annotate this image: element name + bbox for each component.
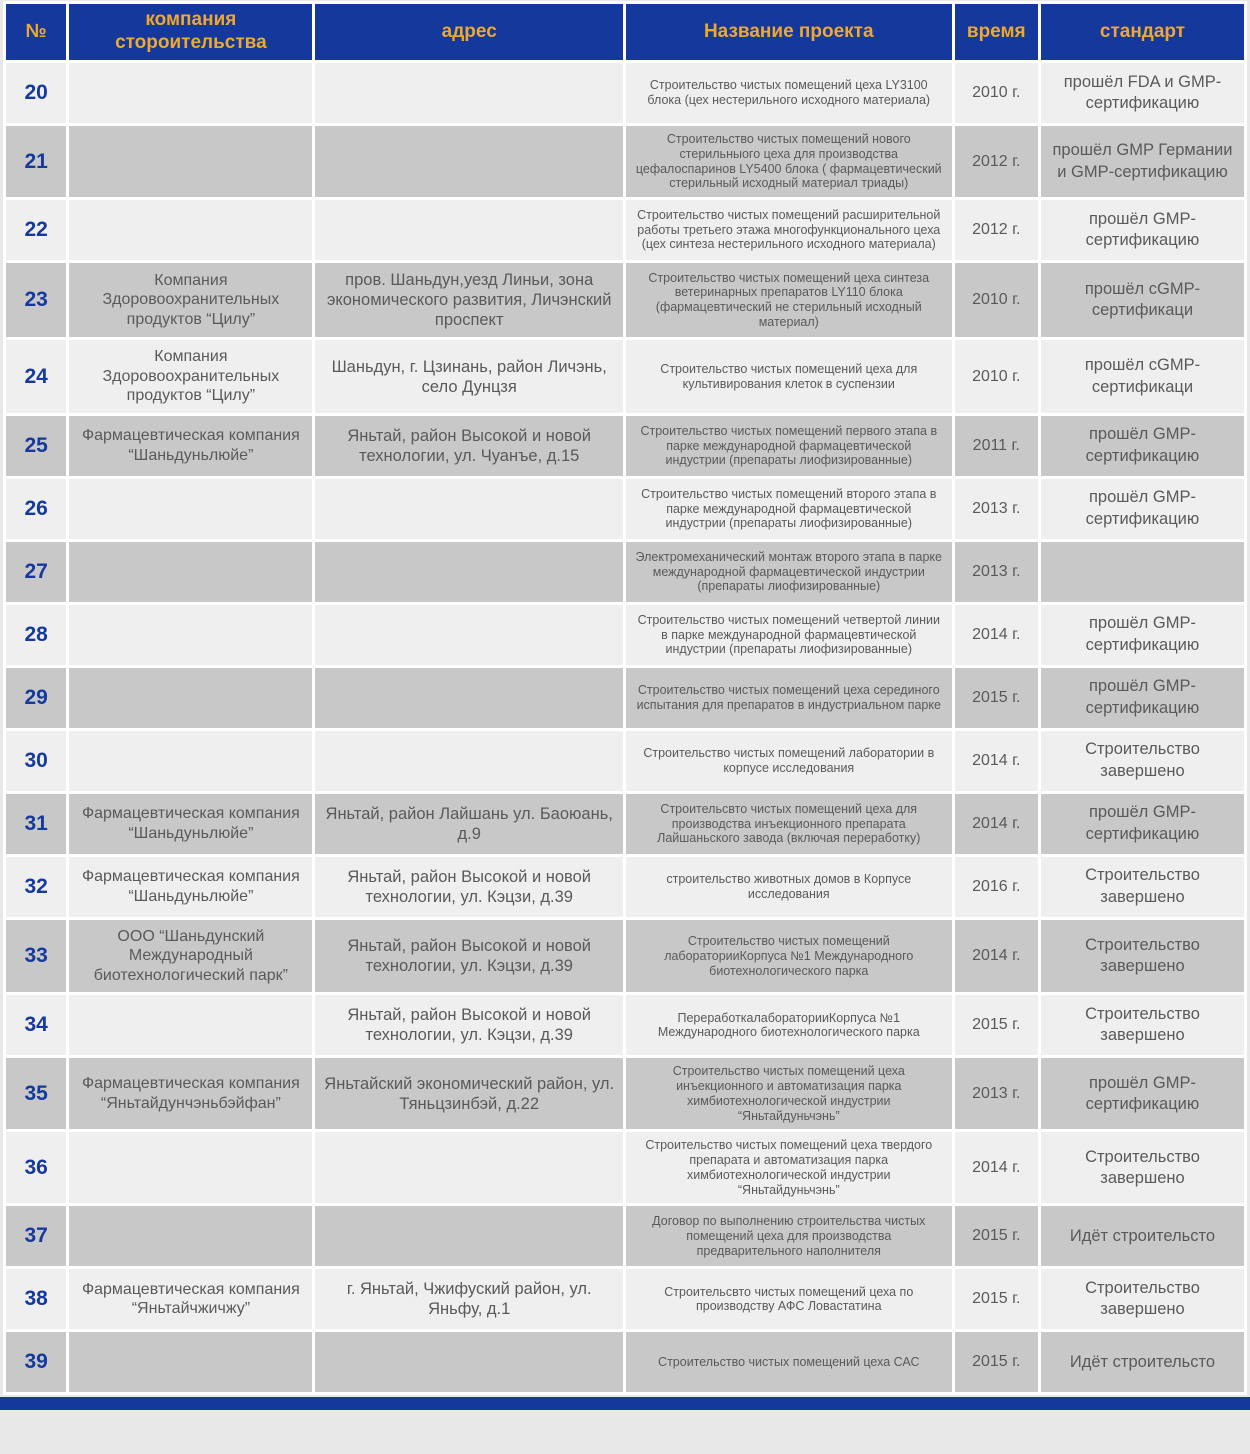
address-cell: г. Яньтай, Чжифуский район, ул. Яньфу, д.1 xyxy=(315,1269,623,1329)
project-cell: Договор по выполнению строительства чистых помещений цеха для производства предварительного наполнителя xyxy=(626,1206,952,1266)
table-row xyxy=(6,995,1244,1055)
project-cell: Строительство чистых помещений цеха LY3100 блока (цех нестерильного исходного материала) xyxy=(626,63,952,123)
table-row xyxy=(6,479,1244,539)
time-cell: 2015 г. xyxy=(955,1269,1038,1329)
table-row xyxy=(6,1132,1244,1203)
row-number-cell: 20 xyxy=(6,63,66,123)
row-number-cell: 22 xyxy=(6,200,66,260)
address-cell: Яньтай, район Лайшань ул. Баоюань, д.9 xyxy=(315,794,623,854)
row-number-cell: 27 xyxy=(6,542,66,602)
address-cell: пров. Шаньдун,уезд Линьи, зона экономического развития, Личэнский проспект xyxy=(315,263,623,337)
time-cell: 2013 г. xyxy=(955,1058,1038,1129)
address-cell xyxy=(315,542,623,602)
row-number-cell: 24 xyxy=(6,340,66,413)
column-header-company: компания стороительства xyxy=(69,4,312,60)
project-cell: Строительство чистых помещений цеха серединого испытания для препаратов в индустриальном парке xyxy=(626,668,952,728)
row-number-cell: 37 xyxy=(6,1206,66,1266)
address-cell xyxy=(315,1132,623,1203)
address-cell: Яньтай, район Высокой и новой технологии, ул. Чуанъе, д.15 xyxy=(315,416,623,476)
standard-cell: прошёл GMP-сертификацию xyxy=(1041,794,1244,854)
standard-cell: прошёл cGMP-сертификаци xyxy=(1041,263,1244,337)
table-row xyxy=(6,126,1244,197)
time-cell: 2014 г. xyxy=(955,920,1038,993)
time-cell: 2011 г. xyxy=(955,416,1038,476)
project-cell: строительство животных домов в Корпусе исследования xyxy=(626,857,952,917)
company-cell xyxy=(69,1206,312,1266)
company-cell xyxy=(69,63,312,123)
table-row xyxy=(6,794,1244,854)
project-cell: Строительсвто чистых помещений цеха для производства инъекционного препарата Лайшаньского завода (включая переработку) xyxy=(626,794,952,854)
row-number-cell: 29 xyxy=(6,668,66,728)
time-cell: 2016 г. xyxy=(955,857,1038,917)
company-cell: Фармацевтическая компания “Шаньдуньлюйе” xyxy=(69,416,312,476)
projects-table xyxy=(3,1,1247,1395)
table-row xyxy=(6,731,1244,791)
project-cell: Строительство чистых помещений расширительной работы третьего этажа многофункционального цеха (цех синтеза нестерильного исходного материала) xyxy=(626,200,952,260)
row-number-cell: 26 xyxy=(6,479,66,539)
table-row xyxy=(6,1332,1244,1392)
table-row xyxy=(6,263,1244,337)
row-number-cell: 25 xyxy=(6,416,66,476)
time-cell: 2013 г. xyxy=(955,542,1038,602)
time-cell: 2012 г. xyxy=(955,126,1038,197)
standard-cell: Строительство завершено xyxy=(1041,995,1244,1055)
row-number-cell: 23 xyxy=(6,263,66,337)
company-cell xyxy=(69,126,312,197)
column-header-address: адрес xyxy=(315,4,623,60)
project-cell: Электромеханический монтаж второго этапа в парке международной фармацевтической индустрии (препараты лиофизированные) xyxy=(626,542,952,602)
row-number-cell: 39 xyxy=(6,1332,66,1392)
address-cell xyxy=(315,200,623,260)
project-cell: Строительство чистых помещений цеха синтеза ветеринарных препаратов LY110 блока (фармацевтический не стерильный исходный материал) xyxy=(626,263,952,337)
time-cell: 2015 г. xyxy=(955,995,1038,1055)
time-cell: 2013 г. xyxy=(955,479,1038,539)
company-cell: Фармацевтическая компания “Яньтайчжичжу” xyxy=(69,1269,312,1329)
project-cell: Строительство чистых помещений второго этапа в парке международной фармацевтической индустрии (препараты лиофизированные) xyxy=(626,479,952,539)
project-cell: Строительство чистых помещений цеха САС xyxy=(626,1332,952,1392)
project-cell: Строительсвто чистых помещений цеха по производству АФС Ловастатина xyxy=(626,1269,952,1329)
address-cell xyxy=(315,126,623,197)
address-cell: Шаньдун, г. Цзинань, район Личэнь, село Дунцзя xyxy=(315,340,623,413)
address-cell: Яньтайский экономический район, ул. Тяньцзинбэй, д.22 xyxy=(315,1058,623,1129)
table-row xyxy=(6,1269,1244,1329)
project-cell: Строительство чистых помещений нового стерильныого цеха для производства цефалоспаринов LY5400 блока ( фармацевтический стерильный исходный материал триады) xyxy=(626,126,952,197)
column-header-num: № xyxy=(6,4,66,60)
company-cell xyxy=(69,1332,312,1392)
row-number-cell: 30 xyxy=(6,731,66,791)
column-header-project: Название проекта xyxy=(626,4,952,60)
company-cell xyxy=(69,731,312,791)
table-row xyxy=(6,1206,1244,1266)
company-cell: Компания Здоровоохранительных продуктов “Цилу” xyxy=(69,340,312,413)
project-cell: Строительство чистых помещений первого этапа в парке международной фармацевтической индустрии (препараты лиофизированные) xyxy=(626,416,952,476)
row-number-cell: 34 xyxy=(6,995,66,1055)
standard-cell: прошёл GMP-сертификацию xyxy=(1041,200,1244,260)
company-cell: Компания Здоровоохранительных продуктов “Цилу” xyxy=(69,263,312,337)
time-cell: 2014 г. xyxy=(955,605,1038,665)
standard-cell: прошёл FDA и GMP-сертификацию xyxy=(1041,63,1244,123)
table-row xyxy=(6,200,1244,260)
standard-cell: Строительство завершено xyxy=(1041,920,1244,993)
address-cell: Яньтай, район Высокой и новой технологии, ул. Кэцзи, д.39 xyxy=(315,857,623,917)
address-cell xyxy=(315,479,623,539)
time-cell: 2015 г. xyxy=(955,1206,1038,1266)
address-cell xyxy=(315,1332,623,1392)
table-row xyxy=(6,605,1244,665)
address-cell: Яньтай, район Высокой и новой технологии, ул. Кэцзи, д.39 xyxy=(315,920,623,993)
time-cell: 2015 г. xyxy=(955,1332,1038,1392)
row-number-cell: 35 xyxy=(6,1058,66,1129)
table-row xyxy=(6,63,1244,123)
company-cell: ООО “Шаньдунский Международный биотехнологический парк” xyxy=(69,920,312,993)
standard-cell: прошёл cGMP-сертификаци xyxy=(1041,340,1244,413)
company-cell xyxy=(69,479,312,539)
time-cell: 2010 г. xyxy=(955,63,1038,123)
company-cell xyxy=(69,1132,312,1203)
row-number-cell: 33 xyxy=(6,920,66,993)
time-cell: 2010 г. xyxy=(955,263,1038,337)
footer-accent-bar xyxy=(0,1397,1250,1410)
project-cell: Строительство чистых помещений цеха для культивирования клеток в суспензии xyxy=(626,340,952,413)
table-body xyxy=(6,63,1244,1392)
row-number-cell: 36 xyxy=(6,1132,66,1203)
project-cell: ПереработкалабораторииКорпуса №1 Международного биотехнологического парка xyxy=(626,995,952,1055)
time-cell: 2010 г. xyxy=(955,340,1038,413)
time-cell: 2012 г. xyxy=(955,200,1038,260)
standard-cell xyxy=(1041,542,1244,602)
standard-cell: Строительство завершено xyxy=(1041,1269,1244,1329)
table-row xyxy=(6,920,1244,993)
standard-cell: прошёл GMP-сертификацию xyxy=(1041,416,1244,476)
company-cell xyxy=(69,605,312,665)
standard-cell: Строительство завершено xyxy=(1041,857,1244,917)
company-cell xyxy=(69,542,312,602)
standard-cell: прошёл GMP-сертификацию xyxy=(1041,605,1244,665)
row-number-cell: 32 xyxy=(6,857,66,917)
row-number-cell: 21 xyxy=(6,126,66,197)
table-row xyxy=(6,542,1244,602)
table-row xyxy=(6,857,1244,917)
time-cell: 2014 г. xyxy=(955,794,1038,854)
standard-cell: Строительство завершено xyxy=(1041,1132,1244,1203)
address-cell xyxy=(315,63,623,123)
company-cell: Фармацевтическая компания “Шаньдуньлюйе” xyxy=(69,794,312,854)
address-cell xyxy=(315,605,623,665)
project-cell: Строительство чистых помещений лаборатории в корпусе исследования xyxy=(626,731,952,791)
row-number-cell: 38 xyxy=(6,1269,66,1329)
standard-cell: прошёл GMP-сертификацию xyxy=(1041,479,1244,539)
table-header xyxy=(6,4,1244,60)
address-cell: Яньтай, район Высокой и новой технологии, ул. Кэцзи, д.39 xyxy=(315,995,623,1055)
column-header-standard: стандарт xyxy=(1041,4,1244,60)
project-cell: Строительство чистых помещений лабораторииКорпуса №1 Международного биотехнологического парка xyxy=(626,920,952,993)
address-cell xyxy=(315,1206,623,1266)
time-cell: 2014 г. xyxy=(955,1132,1038,1203)
project-cell: Строительство чистых помещений цеха инъекционного и автоматизация парка химбиотехнологической индустрии “Яньтайдуньчэнь” xyxy=(626,1058,952,1129)
time-cell: 2015 г. xyxy=(955,668,1038,728)
company-cell: Фармацевтическая компания “Шаньдуньлюйе” xyxy=(69,857,312,917)
address-cell xyxy=(315,668,623,728)
company-cell xyxy=(69,668,312,728)
time-cell: 2014 г. xyxy=(955,731,1038,791)
standard-cell: Идёт строительсто xyxy=(1041,1206,1244,1266)
header-row xyxy=(6,4,1244,60)
standard-cell: прошёл GMP-сертификацию xyxy=(1041,668,1244,728)
project-cell: Строительство чистых помещений четвертой линии в парке международной фармацевтической индустрии (препараты лиофизированные) xyxy=(626,605,952,665)
company-cell xyxy=(69,200,312,260)
company-cell: Фармацевтическая компания “Яньтайдунчэньбэйфан” xyxy=(69,1058,312,1129)
table-row xyxy=(6,340,1244,413)
table-row xyxy=(6,668,1244,728)
table-row xyxy=(6,416,1244,476)
standard-cell: прошёл GMP Германии и GMP-сертификацию xyxy=(1041,126,1244,197)
address-cell xyxy=(315,731,623,791)
row-number-cell: 31 xyxy=(6,794,66,854)
standard-cell: прошёл GMP-сертификацию xyxy=(1041,1058,1244,1129)
row-number-cell: 28 xyxy=(6,605,66,665)
standard-cell: Строительство завершено xyxy=(1041,731,1244,791)
project-cell: Строительство чистых помещений цеха твердого препарата и автоматизация парка химбиотехнологической индустрии “Яньтайдуньчэнь” xyxy=(626,1132,952,1203)
table-row xyxy=(6,1058,1244,1129)
column-header-time: время xyxy=(955,4,1038,60)
company-cell xyxy=(69,995,312,1055)
standard-cell: Идёт строительсто xyxy=(1041,1332,1244,1392)
